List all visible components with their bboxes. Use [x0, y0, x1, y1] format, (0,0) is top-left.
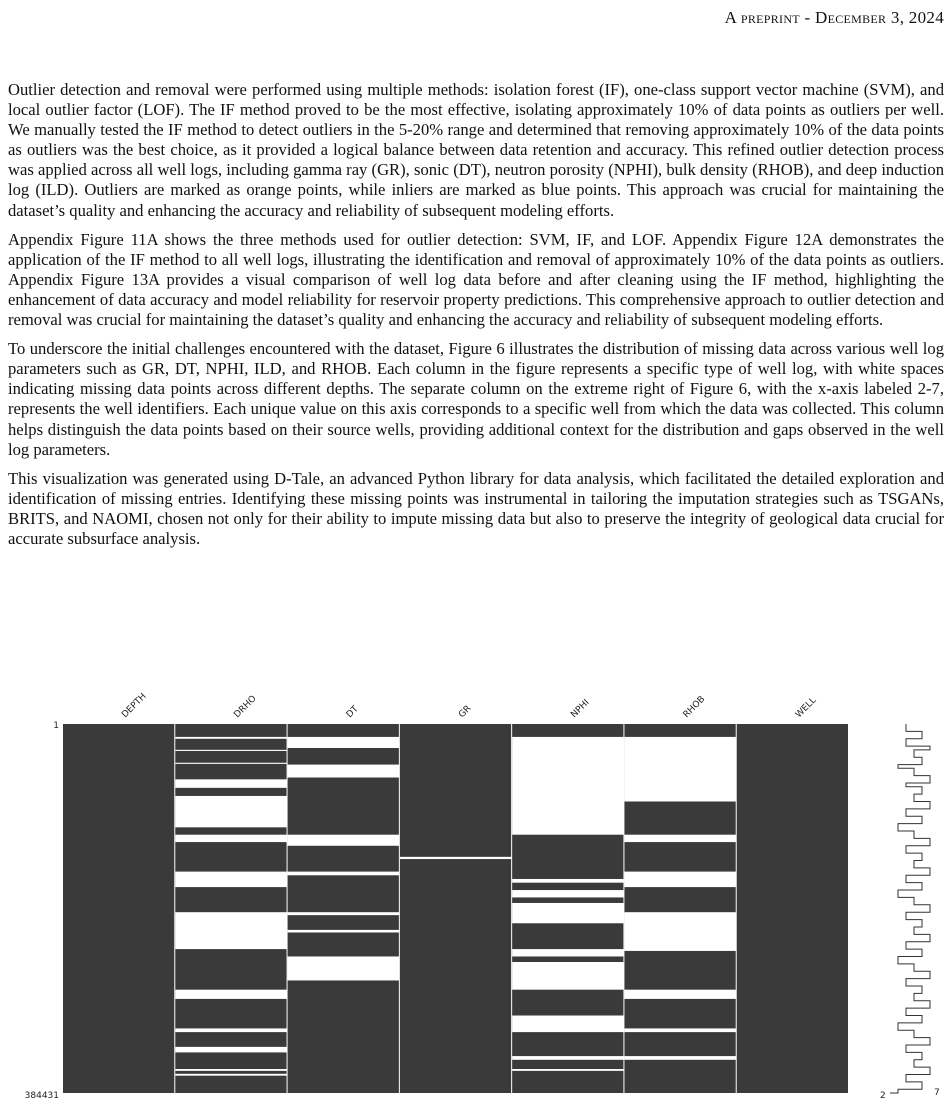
missing-band — [288, 835, 400, 846]
present-block — [400, 724, 512, 1093]
well-sparkline — [890, 724, 930, 1093]
missing-band — [175, 750, 287, 751]
missing-band — [175, 912, 287, 949]
column-label: GR — [457, 703, 474, 721]
missing-band — [175, 835, 287, 842]
missing-band — [175, 1047, 287, 1053]
column-label: DT — [344, 704, 361, 721]
present-block — [63, 724, 175, 1093]
missing-band — [288, 765, 400, 778]
column-separator — [848, 724, 850, 1093]
missing-band — [624, 1028, 736, 1032]
matrix-column-gr — [400, 724, 513, 1093]
missing-band — [175, 1028, 287, 1032]
missing-data-figure — [0, 680, 952, 1105]
missing-band — [512, 962, 624, 990]
missing-band — [512, 890, 624, 897]
column-label: DRHO — [232, 693, 259, 721]
body-text — [8, 80, 944, 558]
sparkline-label-max: 7 — [934, 1088, 940, 1098]
missing-band — [624, 912, 736, 951]
column-label: NPHI — [569, 697, 592, 721]
matrix-column-dt — [288, 724, 401, 1093]
missing-band — [288, 930, 400, 933]
running-header: A preprint - December 3, 2024 — [724, 8, 944, 27]
missing-band — [175, 1069, 287, 1071]
matrix-column-nphi — [512, 724, 625, 1093]
sparkline-label-min: 2 — [880, 1091, 886, 1101]
missing-band — [175, 796, 287, 827]
column-label: WELL — [793, 695, 819, 721]
missing-band — [288, 956, 400, 980]
matrix-column-well — [737, 724, 850, 1093]
paragraph: Outlier detection and removal were performed using multiple methods: isolation forest (IF), one-class support vector machine (SVM), and local outlier factor (LOF). The IF method proved to be the most effective, isolating approximately 10% of data points as outliers per well. We manually tested the IF method to detect outliers in the 5-20% range and determined that removing approximately 10% of the data points as outliers was the best choice, as it provided a logical balance between data retention and accuracy. This refined outlier detection process was applied across all well logs, including gamma ray (GR), sonic (DT), neutron porosity (NPHI), bulk density (RHOB), and deep induction log (ILD). Outliers are marked as orange points, while inliers are marked as blue points. This approach was crucial for maintaining the dataset’s quality and enhancing the accuracy and reliability of subsequent modeling efforts. — [8, 80, 944, 220]
matrix-column-depth — [63, 724, 176, 1093]
missingness-matrix — [0, 680, 952, 1105]
missing-band — [175, 779, 287, 787]
paragraph: To underscore the initial challenges encountered with the dataset, Figure 6 illustrates the distribution of missing data across various well log parameters such as GR, DT, NPHI, ILD, and RHOB. Each column in the figure represents a specific type of well log, with white spaces indicating missing data points across different depths. The separate column on the extreme right of Figure 6, with the x-axis labeled 2-7, represents the well identifiers. Each unique value on this axis corresponds to a specific well from which the data was collected. This column helps distinguish the data points based on their source wells, providing additional context for the distribution and gaps observed in the well log parameters. — [8, 339, 944, 459]
present-block — [175, 724, 287, 1093]
column-label: DEPTH — [120, 691, 149, 721]
missing-band — [624, 872, 736, 887]
missing-band — [175, 872, 287, 887]
missing-band — [175, 1074, 287, 1076]
missing-band — [512, 1056, 624, 1060]
missing-band — [512, 879, 624, 883]
missing-band — [288, 912, 400, 915]
missing-band — [288, 737, 400, 748]
missing-band — [175, 737, 287, 739]
matrix-column-drho — [175, 724, 288, 1093]
missing-band — [512, 1069, 624, 1071]
row-label-bottom: 384431 — [24, 1091, 59, 1101]
missing-band — [288, 872, 400, 876]
missing-band — [512, 1016, 624, 1033]
missing-band — [624, 835, 736, 842]
missing-band — [512, 737, 624, 835]
present-block — [288, 724, 400, 1093]
paragraph: Appendix Figure 11A shows the three methods used for outlier detection: SVM, IF, and LOF. Appendix Figure 12A demonstrates the application of the IF method to all well logs, illustrating the identification and removal of approximately 10% of the data points as outliers. Appendix Figure 13A provides a visual comparison of well log data before and after cleaning using the IF method, highlighting the enhancement of data accuracy and model reliability for reservoir property predictions. This comprehensive approach to outlier detection and removal was crucial for maintaining the dataset’s quality and enhancing the accuracy and reliability of subsequent modeling efforts. — [8, 229, 944, 330]
row-label-top: 1 — [53, 721, 59, 731]
missing-band — [175, 990, 287, 999]
missing-band — [624, 990, 736, 999]
missing-band — [400, 857, 512, 859]
missing-band — [512, 903, 624, 923]
missing-band — [624, 1056, 736, 1060]
column-label: RHOB — [681, 694, 708, 721]
paragraph: This visualization was generated using D-Tale, an advanced Python library for data analysis, which facilitated the detailed exploration and identification of missing entries. Identifying these missing points was instrumental in tailoring the imputation strategies such as TSGANs, BRITS, and NAOMI, chosen not only for their ability to impute missing data but also to preserve the integrity of geological data crucial for accurate subsurface analysis. — [8, 468, 944, 548]
present-block — [737, 724, 849, 1093]
matrix-column-rhob — [624, 724, 737, 1093]
missing-band — [175, 763, 287, 764]
missing-band — [512, 949, 624, 956]
missing-band — [624, 737, 736, 802]
